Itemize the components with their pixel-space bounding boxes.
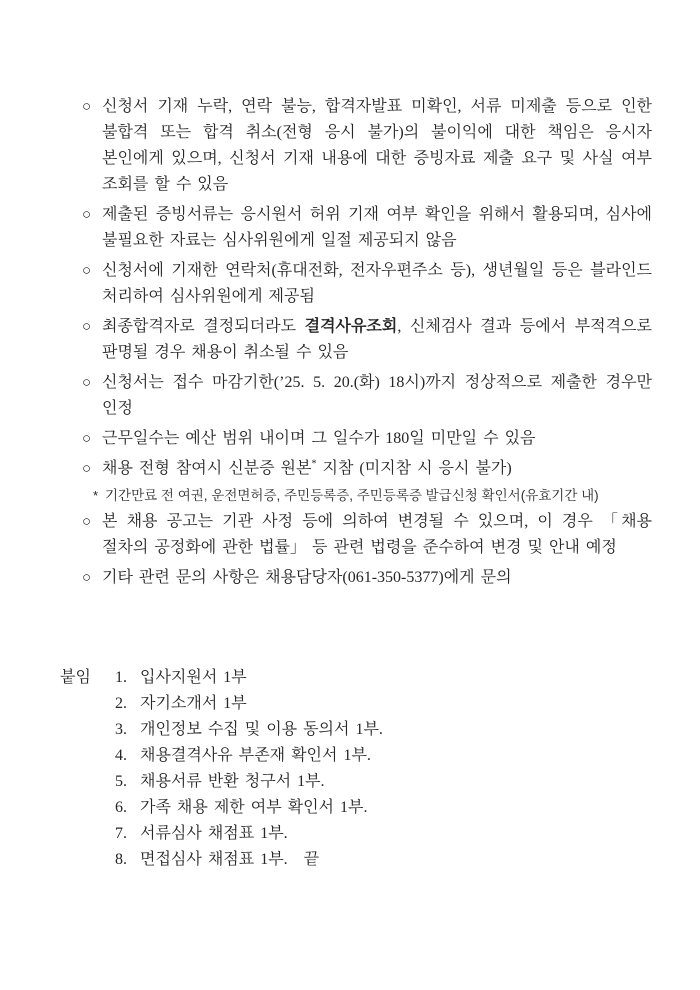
notice-item xyxy=(82,202,652,254)
attachment-item-number: 3. xyxy=(115,721,127,738)
footnote-item xyxy=(93,486,652,506)
notice-item xyxy=(82,94,652,198)
attachment-item xyxy=(115,743,652,769)
attachment-list xyxy=(115,665,652,873)
notice-text: 신청서 기재 누락, 연락 불능, 합격자발표 미확인, 서류 미제출 등으로 인한 불합격 또는 합격 취소(전형 응시 불가)의 불이익에 대한 책임은 응시자 본인에게 있으며, 신청서 기재 내용에 대한 증빙자료 제출 요구 및 사실 여부 조회를 할 수 있음 xyxy=(102,98,652,193)
circle-bullet-icon: ○ xyxy=(82,375,92,391)
attachment-label: 붙임 xyxy=(60,669,91,686)
attachment-item-text: 서류심사 채점표 1부. xyxy=(140,825,288,842)
notice-item xyxy=(82,426,652,452)
attachment-item xyxy=(115,769,652,795)
footnote-text: 기간만료 전 여권, 운전면허증, 주민등록증, 주민등록증 발급신청 확인서(유효기간 내) xyxy=(105,488,599,503)
circle-bullet-icon: ○ xyxy=(82,319,92,335)
attachment-item-text: 면접심사 채점표 1부. xyxy=(140,851,288,868)
circle-bullet-icon: ○ xyxy=(82,570,92,586)
notice-text: 제출된 증빙서류는 응시원서 허위 기재 여부 확인을 위해서 활용되며, 심사에 불필요한 자료는 심사위원에게 일절 제공되지 않음 xyxy=(102,206,652,249)
attachment-item-text: 입사지원서 1부 xyxy=(140,669,247,686)
notice-text: 기타 관련 문의 사항은 채용담당자(061-350-5377)에게 문의 xyxy=(102,569,512,586)
attachment-item-number: 1. xyxy=(115,669,127,686)
attachment-item-text: 채용결격사유 부존재 확인서 1부. xyxy=(140,747,371,764)
circle-bullet-icon: ○ xyxy=(82,431,92,447)
attachment-item-text: 자기소개서 1부 xyxy=(140,695,247,712)
circle-bullet-icon: ○ xyxy=(82,263,92,279)
attachment-item-number: 4. xyxy=(115,747,127,764)
circle-bullet-icon: ○ xyxy=(82,461,92,477)
attachment-item xyxy=(115,821,652,847)
circle-bullet-icon: ○ xyxy=(82,207,92,223)
notice-item xyxy=(82,509,652,561)
attachment-item-text: 가족 채용 제한 여부 확인서 1부. xyxy=(140,799,368,816)
end-mark: 끝 xyxy=(303,851,320,868)
attachment-item xyxy=(115,665,652,691)
attachment-item-number: 6. xyxy=(115,799,127,816)
notice-text: 본 채용 공고는 기관 사정 등에 의하여 변경될 수 있으며, 이 경우 「채용 절차의 공정화에 관한 법률」 등 관련 법령을 준수하여 변경 및 안내 예정 xyxy=(102,513,652,556)
attachment-item-text: 개인정보 수집 및 이용 동의서 1부. xyxy=(140,721,383,738)
attachment-item-text: 채용서류 반환 청구서 1부. xyxy=(140,773,325,790)
circle-bullet-icon: ○ xyxy=(82,514,92,530)
notice-text: 근무일수는 예산 범위 내이며 그 일수가 180일 미만일 수 있음 xyxy=(102,430,536,447)
notice-item xyxy=(82,370,652,422)
attachment-section xyxy=(60,665,652,873)
notice-item xyxy=(82,314,652,366)
notice-text: 신청서는 접수 마감기한(’25. 5. 20.(화) 18시)까지 정상적으로 제출한 경우만 인정 xyxy=(102,374,652,417)
attachment-item xyxy=(115,717,652,743)
notice-item xyxy=(82,258,652,310)
notice-text: 신청서에 기재한 연락처(휴대전화, 전자우편주소 등), 생년월일 등은 블라인드 처리하여 심사위원에게 제공됨 xyxy=(102,262,652,305)
attachment-item-number: 5. xyxy=(115,773,127,790)
notice-item xyxy=(82,565,652,591)
attachment-item xyxy=(115,691,652,717)
attachment-item-number: 2. xyxy=(115,695,127,712)
notice-item xyxy=(82,456,652,482)
attachment-item xyxy=(115,795,652,821)
notice-list xyxy=(82,94,652,591)
attachment-item-number: 8. xyxy=(115,851,127,868)
notice-text: 채용 전형 참여시 신분증 원본* 지참 (미지참 시 응시 불가) xyxy=(102,458,512,477)
attachment-item xyxy=(115,847,652,873)
asterisk-marker: * xyxy=(93,488,99,503)
notice-text: 최종합격자로 결정되더라도 결격사유조회, 신체검사 결과 등에서 부적격으로 판명될 경우 채용이 취소될 수 있음 xyxy=(102,318,652,361)
circle-bullet-icon: ○ xyxy=(82,99,92,115)
attachment-item-number: 7. xyxy=(115,825,127,842)
